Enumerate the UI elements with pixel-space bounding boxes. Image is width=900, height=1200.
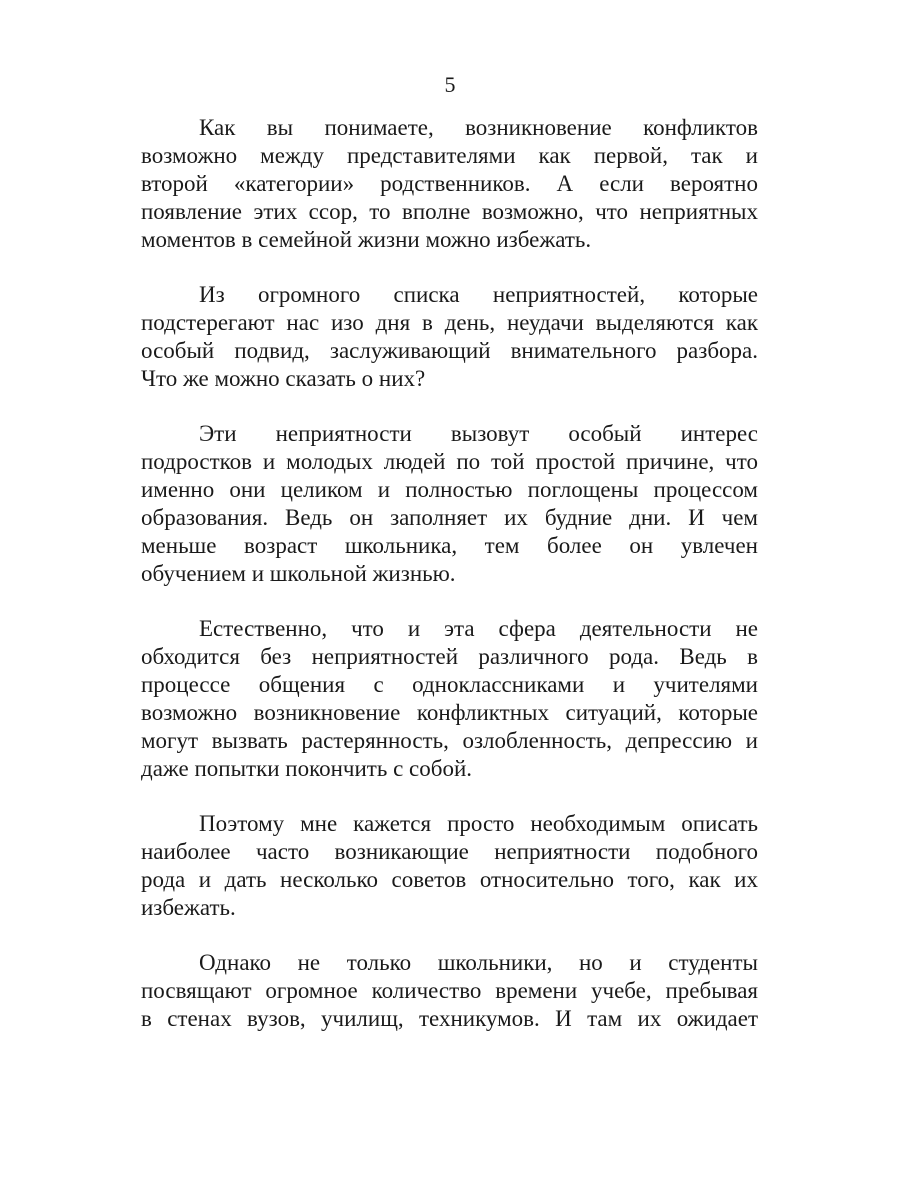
text-line: даже попытки покончить с собой. — [141, 756, 473, 781]
text-line: Эти неприятности вызовут особый интерес — [199, 421, 758, 446]
text-line: моментов в семейной жизни можно избежать. — [141, 227, 592, 252]
text-line: возможно между представителями как первой, так и — [141, 143, 758, 168]
text-body — [141, 114, 758, 1060]
text-line: второй «категории» родственников. А если вероятно — [141, 171, 758, 196]
text-line: рода и дать несколько советов относительно того, как их — [141, 867, 758, 892]
text-line: наиболее часто возникающие неприятности подобного — [141, 839, 758, 864]
text-line: в стенах вузов, училищ, техникумов. И там их ожидает — [141, 1006, 758, 1031]
paragraph-4 — [141, 615, 758, 783]
text-line: образования. Ведь он заполняет их будние дни. И чем — [141, 505, 758, 530]
paragraph-5 — [141, 810, 758, 922]
text-line: посвящают огромное количество времени учебе, пребывая — [141, 978, 758, 1003]
text-line: подстерегают нас изо дня в день, неудачи выделяются как — [141, 310, 758, 335]
text-line: обучением и школьной жизнью. — [141, 561, 456, 586]
text-line: подростков и молодых людей по той простой причине, что — [141, 449, 758, 474]
page-number: 5 — [444, 72, 456, 97]
text-line: Однако не только школьники, но и студенты — [199, 950, 758, 975]
text-line: процессе общения с одноклассниками и учителями — [141, 672, 758, 697]
text-line: Что же можно сказать о них? — [141, 366, 426, 391]
text-line: Как вы понимаете, возникновение конфликтов — [199, 115, 758, 140]
text-line: Поэтому мне кажется просто необходимым описать — [199, 811, 758, 836]
paragraph-2 — [141, 281, 758, 393]
text-line: могут вызвать растерянность, озлобленность, депрессию и — [141, 728, 758, 753]
text-line: появление этих ссор, то вполне возможно, что неприятных — [141, 199, 758, 224]
paragraph-6 — [141, 949, 758, 1033]
text-line: обходится без неприятностей различного рода. Ведь в — [141, 644, 758, 669]
paragraph-3 — [141, 420, 758, 588]
text-line: Из огромного списка неприятностей, которые — [199, 282, 758, 307]
paragraph-1 — [141, 114, 758, 254]
text-line: возможно возникновение конфликтных ситуаций, которые — [141, 700, 758, 725]
text-line: особый подвид, заслуживающий внимательного разбора. — [141, 338, 758, 363]
text-line: избежать. — [141, 895, 236, 920]
text-line: меньше возраст школьника, тем более он увлечен — [141, 533, 758, 558]
text-line: Естественно, что и эта сфера деятельности не — [199, 616, 758, 641]
text-line: именно они целиком и полностью поглощены процессом — [141, 477, 758, 502]
